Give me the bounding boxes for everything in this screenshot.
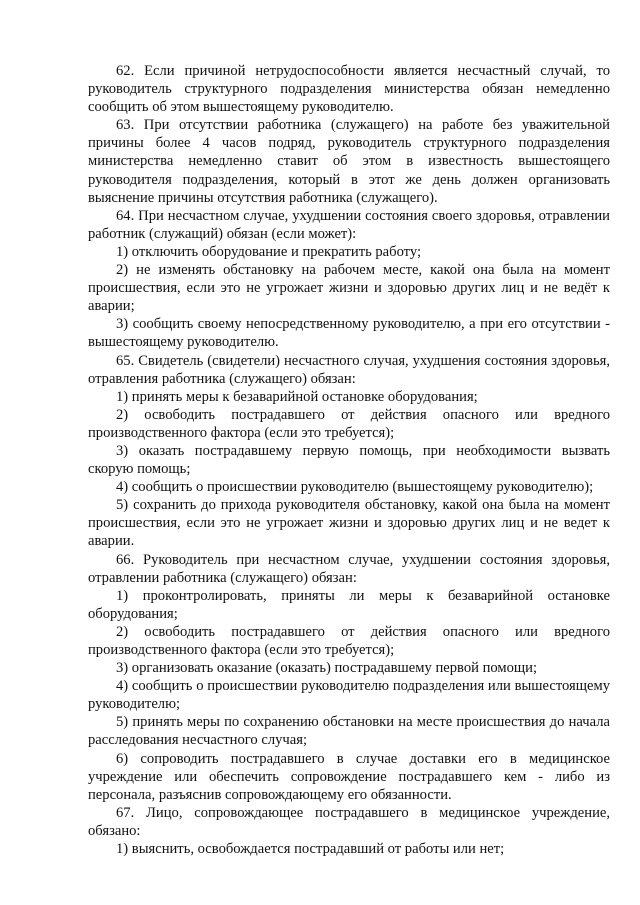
list-item: 1) выяснить, освобождается пострадавший от работы или нет; [116, 841, 505, 858]
list-item: 4) сообщить о происшествии руководителю подразделения или вышестоящему руководителю; [88, 678, 610, 713]
paragraph-65: 65. Свидетель (свидетели) несчастного случая, ухудшения состояния здоровья, отравления работника (служащего) обязан: [88, 352, 610, 387]
paragraph-63: 63. При отсутствии работника (служащего) на работе без уважительной причины более 4 часов подряд, руководитель структурного подразделения министерства немедленно ставит об этом в известность вышестоящего руководителя подразделения, который в этот же день должен организовать выяснение причины отсутствия работника (служащего). [88, 117, 610, 206]
list-item: 2) освободить пострадавшего от действия опасного или вредного производственного фактора (если это требуется); [88, 406, 610, 441]
list-item: 2) не изменять обстановку на рабочем месте, какой она была на момент происшествия, если это не угрожает жизни и здоровью других лиц и не ведёт к аварии; [88, 262, 610, 315]
list-item: 2) освободить пострадавшего от действия опасного или вредного производственного фактора (если это требуется); [88, 623, 610, 658]
paragraph-64: 64. При несчастном случае, ухудшении состояния своего здоровья, отравлении работник (служащий) обязан (если может): [88, 207, 610, 242]
list-item: 1) принять меры к безаварийной остановке оборудования; [116, 388, 478, 405]
paragraph-62: 62. Если причиной нетрудоспособности является несчастный случай, то руководитель структурного подразделения министерства обязан немедленно сообщить об этом вышестоящему руководителю. [88, 63, 610, 116]
paragraph-66: 66. Руководитель при несчастном случае, ухудшении состояния здоровья, отравлении работника (служащего) обязан: [88, 551, 610, 586]
list-item: 1) отключить оборудование и прекратить работу; [116, 243, 422, 260]
list-item: 4) сообщить о происшествии руководителю (вышестоящему руководителю); [116, 479, 594, 496]
list-item: 3) оказать пострадавшему первую помощь, при необходимости вызвать скорую помощь; [88, 442, 610, 478]
list-item: 3) организовать оказание (оказать) пострадавшему первой помощи; [116, 660, 538, 677]
list-item: 3) сообщить своему непосредственному руководителю, а при его отсутствии - вышестоящему руководителю. [88, 316, 610, 351]
list-item: 6) сопроводить пострадавшего в случае доставки его в медицинское учреждение или обеспечить сопровождение пострадавшего кем - либо из персонала, разъяснив сопровождающему его обязанности. [88, 750, 610, 803]
paragraph-67: 67. Лицо, сопровождающее пострадавшего в медицинское учреждение, обязано: [88, 804, 610, 839]
document-page [88, 62, 610, 858]
list-item: 5) принять меры по сохранению обстановки на месте происшествия до начала расследования несчастного случая; [88, 714, 610, 749]
list-item: 1) проконтролировать, приняты ли меры к безаварийной остановке оборудования; [88, 587, 610, 622]
list-item: 5) сохранить до прихода руководителя обстановку, какой она была на момент происшествия, если это не угрожает жизни и здоровью других лиц и не ведет к аварии. [88, 497, 610, 550]
